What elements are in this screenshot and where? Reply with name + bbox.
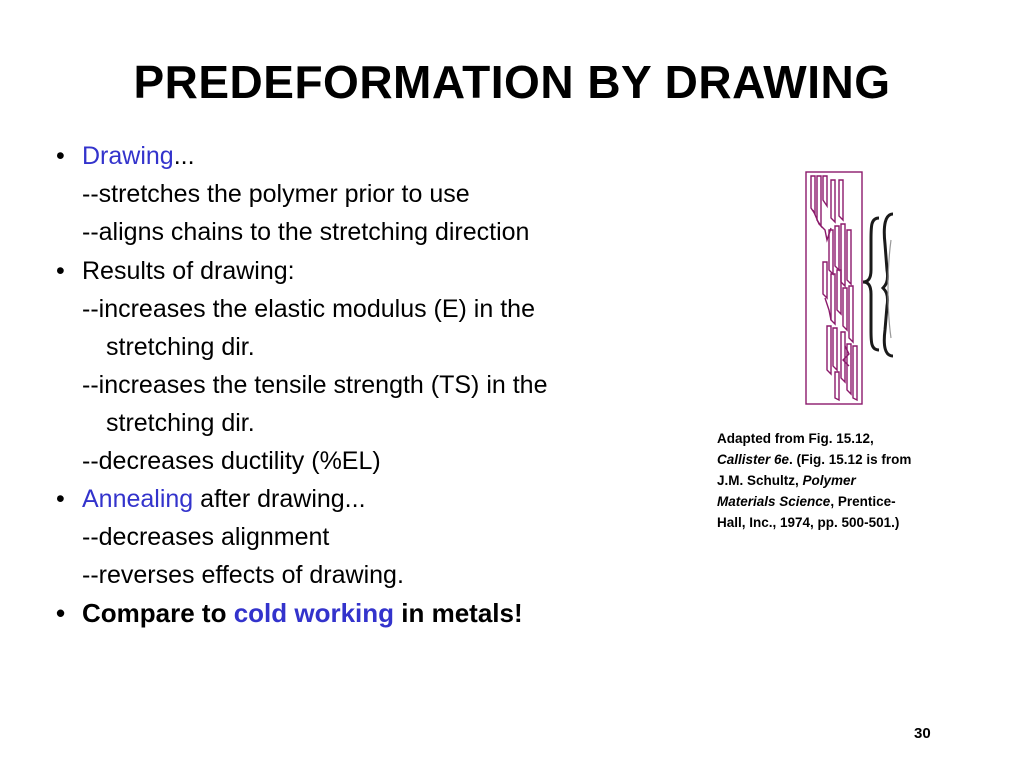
sub-ductility: --decreases ductility (%EL): [82, 447, 381, 475]
drawing-ellipsis: ...: [173, 142, 195, 170]
caption-line-2-rest: . (Fig. 15.12 is from: [789, 452, 912, 467]
caption-polymer: Polymer: [802, 473, 856, 488]
sub-elastic-modulus-cont: stretching dir.: [106, 333, 255, 361]
page-number: 30: [914, 725, 931, 742]
sub-aligns: --aligns chains to the stretching direction: [82, 218, 530, 246]
bullet-symbol: •: [56, 257, 65, 285]
caption-line-5: Hall, Inc., 1974, pp. 500-501.): [717, 515, 900, 530]
bullet-symbol: •: [56, 485, 65, 513]
bullet-symbol: •: [56, 142, 65, 170]
cold-working-keyword: cold working: [233, 598, 395, 628]
bullet-symbol: •: [56, 598, 66, 628]
caption-line-4-rest: , Prentice-: [830, 494, 896, 509]
sub-reverses-effects: --reverses effects of drawing.: [82, 561, 404, 589]
caption-line-4: [717, 491, 987, 512]
compare-pre: Compare to: [82, 598, 234, 628]
annealing-keyword: Annealing: [82, 485, 194, 513]
sub-stretches: --stretches the polymer prior to use: [82, 180, 470, 208]
annealing-rest: after drawing...: [193, 485, 366, 513]
slide-title: PREDEFORMATION BY DRAWING: [133, 56, 891, 108]
drawing-keyword: Drawing: [82, 142, 174, 170]
results-label: Results of drawing:: [82, 257, 295, 285]
sub-decreases-alignment: --decreases alignment: [82, 523, 330, 551]
caption-line-3: [717, 470, 987, 491]
sub-tensile-strength: --increases the tensile strength (TS) in the: [82, 371, 548, 399]
bullet-compare: [56, 598, 523, 628]
caption-materials-science: Materials Science: [717, 494, 831, 509]
sub-elastic-modulus: --increases the elastic modulus (E) in the: [82, 295, 535, 323]
caption-callister: Callister 6e: [717, 452, 790, 467]
caption-schultz: J.M. Schultz,: [717, 473, 803, 488]
bullet-annealing: [56, 484, 366, 514]
drawn-polymer-chains-figure: [805, 170, 905, 406]
compare-post: in metals!: [394, 598, 523, 628]
caption-line-2: [717, 449, 987, 470]
bullet-drawing: [56, 141, 195, 171]
caption-line-1: Adapted from Fig. 15.12,: [717, 431, 874, 446]
bullet-results: [56, 256, 295, 286]
figure-caption: [717, 428, 987, 533]
sub-tensile-strength-cont: stretching dir.: [106, 409, 255, 437]
